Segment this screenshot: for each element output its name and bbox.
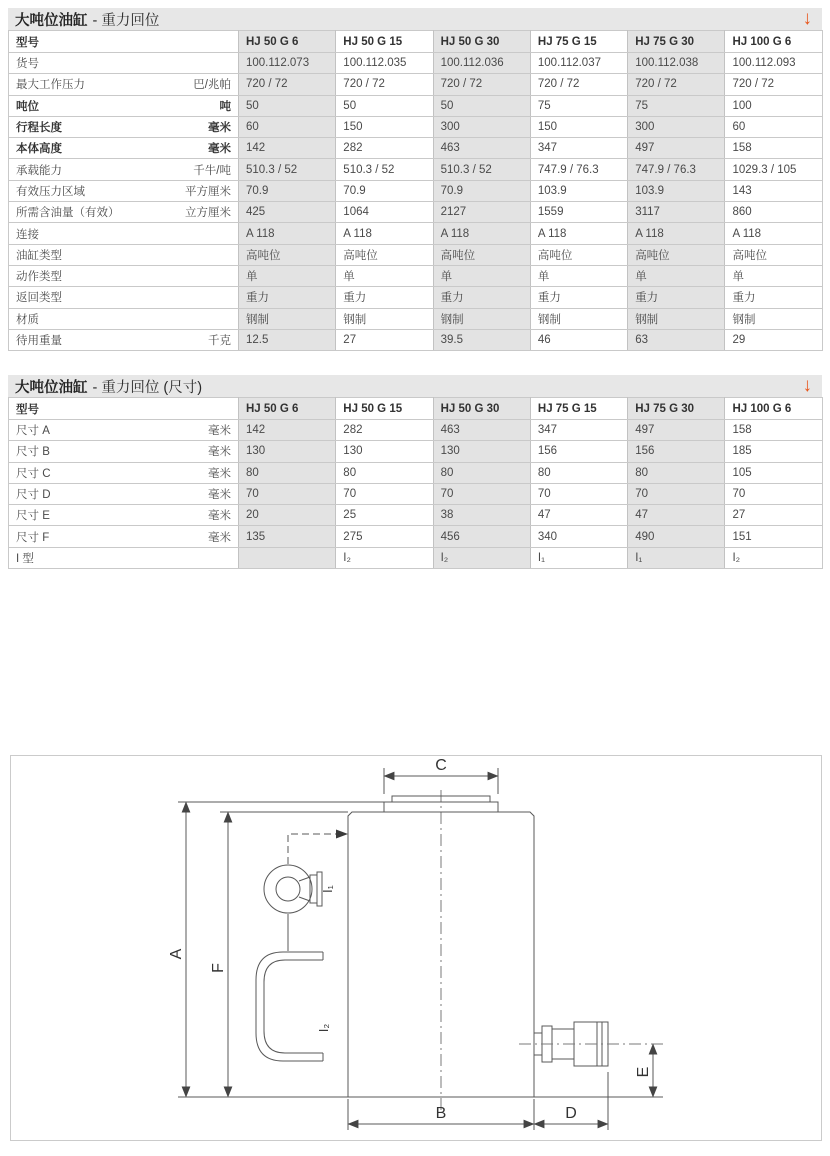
model-cell: HJ 50 G 6 (239, 398, 336, 420)
lifting-eye-outer (264, 865, 312, 913)
row-label-cell (9, 244, 239, 265)
row-label: 承载能力 (16, 164, 62, 177)
row-label-wrap (16, 507, 231, 523)
spec-row (9, 420, 823, 441)
value-cell: 463 (433, 138, 530, 159)
leader-line (288, 834, 338, 864)
value-cell: 75 (628, 95, 725, 116)
spec-header-row (9, 31, 823, 53)
value-cell: A 118 (239, 223, 336, 244)
value-cell: 钢制 (725, 308, 823, 329)
row-label-cell (9, 180, 239, 201)
row-label: 最大工作压力 (16, 79, 85, 92)
value-cell: 50 (336, 95, 433, 116)
value-cell: 510.3 / 52 (336, 159, 433, 180)
value-cell: 720 / 72 (725, 74, 823, 95)
value-cell: 100 (725, 95, 823, 116)
row-label: 吨位 (16, 100, 39, 113)
value-cell: 275 (336, 526, 433, 547)
value-cell: 142 (239, 420, 336, 441)
value-cell: 重力 (336, 287, 433, 308)
value-cell: 70.9 (433, 180, 530, 201)
value-cell: 高吨位 (530, 244, 627, 265)
row-label-cell (9, 505, 239, 526)
row-label-wrap (16, 465, 231, 481)
value-cell: 282 (336, 420, 433, 441)
spec-row (9, 505, 823, 526)
value-cell: I₁ (530, 547, 627, 568)
value-cell: 103.9 (628, 180, 725, 201)
row-label-wrap (16, 226, 231, 242)
dim-label-i2: I₂ (317, 1023, 331, 1033)
value-cell: A 118 (628, 223, 725, 244)
row-unit: 毫米 (208, 446, 231, 459)
value-cell: I₂ (433, 547, 530, 568)
dimensions-section (8, 375, 822, 569)
dim-label-b: B (435, 1105, 447, 1122)
value-cell: 70 (530, 483, 627, 504)
value-cell: 497 (628, 420, 725, 441)
value-cell: 720 / 72 (239, 74, 336, 95)
spec-row (9, 180, 823, 201)
value-cell: 70 (433, 483, 530, 504)
value-cell: 47 (628, 505, 725, 526)
value-cell: 80 (239, 462, 336, 483)
row-unit: 毫米 (208, 143, 231, 156)
row-label-wrap (16, 311, 231, 327)
row-label-cell (9, 53, 239, 74)
value-cell: 490 (628, 526, 725, 547)
row-label-wrap (16, 55, 231, 71)
row-label-cell (9, 138, 239, 159)
row-unit: 吨 (219, 100, 231, 113)
row-label: 所需含油量（有效） (16, 207, 120, 220)
spec-row (9, 223, 823, 244)
value-cell: 100.112.073 (239, 53, 336, 74)
spec-row (9, 462, 823, 483)
value-cell: 70.9 (336, 180, 433, 201)
value-cell: 2127 (433, 202, 530, 223)
row-unit: 毫米 (208, 510, 231, 523)
dim-label-f: F (210, 963, 227, 973)
row-label-wrap (16, 422, 231, 438)
dim-label-e: E (635, 1066, 652, 1078)
spec-row (9, 74, 823, 95)
row-label-cell (9, 547, 239, 568)
value-cell: A 118 (725, 223, 823, 244)
spec-row (9, 441, 823, 462)
value-cell: 130 (433, 441, 530, 462)
model-cell: HJ 75 G 30 (628, 31, 725, 53)
row-label-cell (9, 159, 239, 180)
row-label-cell (9, 441, 239, 462)
value-cell: 70 (725, 483, 823, 504)
row-label: 待用重量 (16, 335, 62, 347)
row-label-cell (9, 329, 239, 350)
spec-row (9, 138, 823, 159)
model-cell: HJ 50 G 6 (239, 31, 336, 53)
value-cell: 60 (239, 116, 336, 137)
row-label-cell (9, 116, 239, 137)
spec-header-row (9, 398, 823, 420)
value-cell: 720 / 72 (433, 74, 530, 95)
value-cell: 12.5 (239, 329, 336, 350)
value-cell: 75 (530, 95, 627, 116)
value-cell: 80 (336, 462, 433, 483)
section-title-bar (8, 375, 822, 397)
technical-drawing-panel (10, 755, 822, 1141)
model-cell: HJ 50 G 15 (336, 31, 433, 53)
value-cell: 50 (433, 95, 530, 116)
value-cell: 282 (336, 138, 433, 159)
model-header-cell: 型号 (9, 398, 239, 420)
spec-row (9, 159, 823, 180)
value-cell: 463 (433, 420, 530, 441)
value-cell: 747.9 / 76.3 (628, 159, 725, 180)
row-label-cell (9, 202, 239, 223)
value-cell: 158 (725, 420, 823, 441)
value-cell: 100.112.038 (628, 53, 725, 74)
cylinder-technical-drawing (11, 756, 821, 1140)
row-unit: 平方厘米 (185, 185, 231, 198)
down-arrow-icon[interactable]: ↓ (802, 375, 812, 396)
value-cell: 720 / 72 (530, 74, 627, 95)
value-cell: 63 (628, 329, 725, 350)
value-cell: 钢制 (530, 308, 627, 329)
value-cell: 497 (628, 138, 725, 159)
row-label: 尺寸 F (16, 531, 50, 544)
row-label-wrap (16, 268, 231, 284)
row-label: 连接 (16, 228, 39, 241)
row-label-wrap (16, 162, 231, 178)
row-unit: 千牛/吨 (193, 164, 231, 177)
value-cell: 151 (725, 526, 823, 547)
value-cell: 747.9 / 76.3 (530, 159, 627, 180)
value-cell: 钢制 (433, 308, 530, 329)
row-unit: 毫米 (208, 531, 231, 544)
row-label-cell (9, 483, 239, 504)
row-unit: 毫米 (208, 425, 231, 438)
row-label-wrap (16, 140, 231, 156)
row-unit: 立方厘米 (185, 207, 231, 220)
row-label: 有效压力区域 (16, 185, 85, 198)
value-cell: 720 / 72 (628, 74, 725, 95)
value-cell: 29 (725, 329, 823, 350)
value-cell: 重力 (239, 287, 336, 308)
row-label-wrap (16, 247, 231, 263)
value-cell: 70 (336, 483, 433, 504)
row-label: 材质 (16, 313, 39, 326)
value-cell: 3117 (628, 202, 725, 223)
leader-arrowhead (336, 830, 348, 839)
value-cell: 80 (628, 462, 725, 483)
model-cell: HJ 100 G 6 (725, 31, 823, 53)
value-cell: A 118 (530, 223, 627, 244)
row-label: 动作类型 (16, 271, 62, 284)
value-cell: 456 (433, 526, 530, 547)
value-cell: 150 (530, 116, 627, 137)
value-cell: 单 (336, 265, 433, 286)
row-label-wrap (16, 443, 231, 459)
model-cell: HJ 50 G 30 (433, 31, 530, 53)
row-unit: 千克 (208, 335, 231, 347)
section-subtitle: - 重力回位 (尺寸) (92, 379, 203, 396)
value-cell: I₂ (336, 547, 433, 568)
row-label-wrap (16, 289, 231, 305)
value-cell: 347 (530, 138, 627, 159)
spec-row (9, 202, 823, 223)
value-cell: 300 (628, 116, 725, 137)
row-label: 尺寸 A (16, 425, 50, 438)
down-arrow-icon[interactable]: ↓ (802, 8, 812, 29)
value-cell: 100.112.093 (725, 53, 823, 74)
spec-section (8, 8, 822, 351)
row-label-wrap (16, 119, 231, 135)
row-unit: 毫米 (208, 122, 231, 135)
value-cell: 510.3 / 52 (239, 159, 336, 180)
value-cell: 重力 (433, 287, 530, 308)
row-label-wrap (16, 98, 231, 114)
model-cell: HJ 75 G 30 (628, 398, 725, 420)
dim-label-d: D (565, 1105, 577, 1122)
value-cell: 425 (239, 202, 336, 223)
dimensions-table (8, 397, 823, 569)
value-cell: 50 (239, 95, 336, 116)
dim-label-c: C (435, 757, 447, 774)
row-label-wrap (16, 76, 231, 92)
value-cell: 347 (530, 420, 627, 441)
value-cell: 高吨位 (725, 244, 823, 265)
value-cell: 46 (530, 329, 627, 350)
value-cell: A 118 (433, 223, 530, 244)
value-cell: 130 (336, 441, 433, 462)
row-unit: 毫米 (208, 467, 231, 480)
row-label-wrap (16, 204, 231, 220)
spec-table (8, 30, 823, 351)
value-cell: 单 (628, 265, 725, 286)
value-cell: I₁ (628, 547, 725, 568)
value-cell: 20 (239, 505, 336, 526)
value-cell: 47 (530, 505, 627, 526)
spec-row (9, 308, 823, 329)
row-label-wrap (16, 486, 231, 502)
row-label-cell (9, 223, 239, 244)
value-cell: 高吨位 (336, 244, 433, 265)
value-cell: 720 / 72 (336, 74, 433, 95)
model-cell: HJ 75 G 15 (530, 398, 627, 420)
value-cell: 103.9 (530, 180, 627, 201)
model-cell: HJ 50 G 15 (336, 398, 433, 420)
row-label-wrap (16, 550, 231, 566)
row-label-cell (9, 74, 239, 95)
value-cell: 25 (336, 505, 433, 526)
value-cell: 单 (433, 265, 530, 286)
row-label: 尺寸 E (16, 510, 50, 523)
spec-row (9, 265, 823, 286)
row-label-cell (9, 308, 239, 329)
spec-row (9, 547, 823, 568)
row-label: 本体高度 (16, 143, 62, 156)
value-cell: 单 (239, 265, 336, 286)
value-cell: 156 (530, 441, 627, 462)
section-title: 大吨位油缸 (15, 12, 88, 29)
spec-row (9, 53, 823, 74)
value-cell: 100.112.036 (433, 53, 530, 74)
row-label-cell (9, 95, 239, 116)
spec-row (9, 116, 823, 137)
value-cell: 27 (336, 329, 433, 350)
value-cell: 39.5 (433, 329, 530, 350)
value-cell: 135 (239, 526, 336, 547)
row-label: 尺寸 C (16, 467, 51, 480)
value-cell: 143 (725, 180, 823, 201)
model-cell: HJ 100 G 6 (725, 398, 823, 420)
value-cell: 高吨位 (628, 244, 725, 265)
row-label-cell (9, 265, 239, 286)
row-unit: 巴/兆帕 (193, 79, 231, 92)
value-cell: 重力 (530, 287, 627, 308)
value-cell: 70.9 (239, 180, 336, 201)
drawing-lines (178, 768, 663, 1130)
model-cell: HJ 50 G 30 (433, 398, 530, 420)
row-label: 尺寸 B (16, 446, 50, 459)
row-label-wrap (16, 332, 231, 348)
value-cell: 100.112.035 (336, 53, 433, 74)
model-header-cell: 型号 (9, 31, 239, 53)
value-cell: 80 (530, 462, 627, 483)
section-subtitle: - 重力回位 (92, 12, 160, 29)
value-cell: 27 (725, 505, 823, 526)
handle-outer (256, 952, 323, 1061)
value-cell: 156 (628, 441, 725, 462)
row-label-wrap (16, 529, 231, 545)
lifting-eye-inner (276, 877, 300, 901)
row-label: 油缸类型 (16, 249, 62, 262)
row-label-cell (9, 462, 239, 483)
value-cell: 1029.3 / 105 (725, 159, 823, 180)
value-cell: 钢制 (239, 308, 336, 329)
value-cell: 510.3 / 52 (433, 159, 530, 180)
value-cell: 130 (239, 441, 336, 462)
value-cell: 80 (433, 462, 530, 483)
value-cell: 高吨位 (433, 244, 530, 265)
row-unit: 毫米 (208, 489, 231, 502)
value-cell: 单 (725, 265, 823, 286)
value-cell: 高吨位 (239, 244, 336, 265)
value-cell: 钢制 (336, 308, 433, 329)
value-cell: 60 (725, 116, 823, 137)
handle-inner (264, 960, 323, 1053)
value-cell: 105 (725, 462, 823, 483)
dim-label-a: A (168, 948, 185, 960)
row-label-wrap (16, 183, 231, 199)
value-cell: 185 (725, 441, 823, 462)
value-cell: 1559 (530, 202, 627, 223)
row-label: 货号 (16, 58, 39, 71)
value-cell: 单 (530, 265, 627, 286)
spec-row (9, 329, 823, 350)
value-cell (239, 547, 336, 568)
value-cell: 300 (433, 116, 530, 137)
spec-row (9, 526, 823, 547)
value-cell: 860 (725, 202, 823, 223)
row-label-cell (9, 526, 239, 547)
row-label: I 型 (16, 552, 34, 565)
row-label: 返回类型 (16, 292, 62, 305)
row-label: 行程长度 (16, 122, 62, 135)
value-cell: 1064 (336, 202, 433, 223)
model-cell: HJ 75 G 15 (530, 31, 627, 53)
row-label-cell (9, 287, 239, 308)
dim-label-i1: I₁ (321, 885, 335, 893)
row-label-cell (9, 420, 239, 441)
value-cell: 重力 (628, 287, 725, 308)
spec-row (9, 95, 823, 116)
value-cell: I₂ (725, 547, 823, 568)
value-cell: 142 (239, 138, 336, 159)
value-cell: 钢制 (628, 308, 725, 329)
section-title-bar (8, 8, 822, 30)
value-cell: 70 (628, 483, 725, 504)
spec-row (9, 244, 823, 265)
value-cell: 70 (239, 483, 336, 504)
value-cell: 重力 (725, 287, 823, 308)
value-cell: A 118 (336, 223, 433, 244)
value-cell: 340 (530, 526, 627, 547)
value-cell: 150 (336, 116, 433, 137)
value-cell: 158 (725, 138, 823, 159)
spec-row (9, 287, 823, 308)
value-cell: 38 (433, 505, 530, 526)
spec-row (9, 483, 823, 504)
value-cell: 100.112.037 (530, 53, 627, 74)
section-title: 大吨位油缸 (15, 379, 88, 396)
row-label: 尺寸 D (16, 489, 51, 502)
